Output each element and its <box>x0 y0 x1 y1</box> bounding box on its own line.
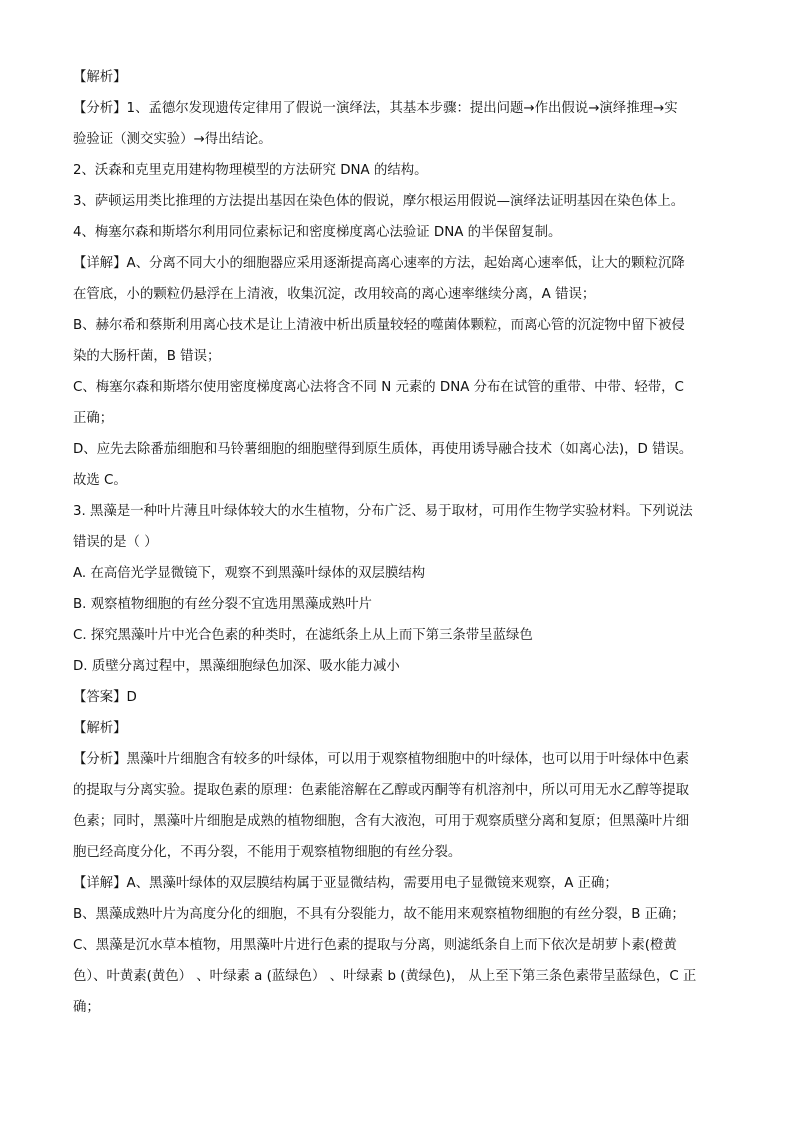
paragraph <box>73 186 733 217</box>
text-line: D. 质壁分离过程中，黑藻细胞绿色加深、吸水能力减小 <box>73 659 400 674</box>
text-line: B、黑藻成熟叶片为高度分化的细胞，不具有分裂能力，故不能用来观察植物细胞的有丝分裂，B 正确； <box>73 907 685 922</box>
text-line: 胞已经高度分化，不再分裂，不能用于观察植物细胞的有丝分裂。 <box>73 845 462 860</box>
paragraph <box>73 155 733 186</box>
paragraph <box>73 744 733 868</box>
text-line: D、应先去除番茄细胞和马铃薯细胞的细胞壁得到原生质体，再使用诱导融合技术（如离心法)，D 错误。 <box>73 442 693 457</box>
paragraph <box>73 899 733 930</box>
text-line: 4、梅塞尔森和斯塔尔利用同位素标记和密度梯度离心法验证 DNA 的半保留复制。 <box>73 225 562 240</box>
answer-line <box>73 682 733 713</box>
text-line: 在管底，小的颗粒仍悬浮在上清液，收集沉淀，改用较高的离心速率继续分离，A 错误； <box>73 287 596 302</box>
document-body <box>73 62 733 1023</box>
text-line: 错误的是（ ） <box>73 535 158 550</box>
answer-option <box>73 558 733 589</box>
text-line: 的提取与分离实验。提取色素的原理：色素能溶解在乙醇或丙酮等有机溶剂中，所以可用无水乙醇等提取 <box>73 783 689 798</box>
text-line: 【分析】1、孟德尔发现遗传定律用了假说一演绎法，其基本步骤：提出问题→作出假说→演绎推理→实 <box>73 101 678 116</box>
text-line: B、赫尔希和蔡斯利用离心技术是让上清液中析出质量较轻的噬菌体颗粒，而离心管的沉淀物中留下被侵 <box>73 318 685 333</box>
text-line: 【详解】A、分离不同大小的细胞器应采用逐渐提高离心速率的方法，起始离心速率低，让大的颗粒沉降 <box>73 256 685 271</box>
text-line: 【分析】黑藻叶片细胞含有较多的叶绿体，可以用于观察植物细胞中的叶绿体，也可以用于叶绿体中色素 <box>73 752 689 767</box>
paragraph <box>73 465 733 496</box>
paragraph <box>73 62 733 93</box>
question-text <box>73 496 733 558</box>
text-line: C、梅塞尔森和斯塔尔使用密度梯度离心法将含不同 N 元素的 DNA 分布在试管的重带、中带、轻带，C <box>73 380 684 395</box>
text-line: 【答案】D <box>73 690 137 705</box>
text-line: 正确； <box>73 411 114 426</box>
text-line: B. 观察植物细胞的有丝分裂不宜选用黑藻成熟叶片 <box>73 597 372 612</box>
text-line: 故选 C。 <box>73 473 127 488</box>
paragraph <box>73 93 733 155</box>
text-line: C. 探究黑藻叶片中光合色素的种类时，在滤纸条上从上而下第三条带呈蓝绿色 <box>73 628 533 643</box>
text-line: 3、萨顿运用类比推理的方法提出基因在染色体的假说，摩尔根运用假说—演绎法证明基因在染色体上。 <box>73 194 685 209</box>
text-line: 【详解】A、黑藻叶绿体的双层膜结构属于亚显微结构，需要用电子显微镜来观察，A 正确； <box>73 876 618 891</box>
paragraph <box>73 248 733 310</box>
text-line: 确； <box>73 1000 100 1015</box>
text-line: 2、沃森和克里克用建构物理模型的方法研究 DNA 的结构。 <box>73 163 428 178</box>
text-line: A. 在高倍光学显微镜下，观察不到黑藻叶绿体的双层膜结构 <box>73 566 426 581</box>
text-line: 【解析】 <box>73 721 127 736</box>
text-line: 验验证（测交实验）→得出结论。 <box>73 132 272 147</box>
paragraph <box>73 713 733 744</box>
answer-option <box>73 589 733 620</box>
text-line: 染的大肠杆菌，B 错误； <box>73 349 221 364</box>
text-line: 3. 黑藻是一种叶片薄且叶绿体较大的水生植物，分布广泛、易于取材，可用作生物学实验材料。下列说法 <box>73 504 693 519</box>
text-line: C、黑藻是沉水草本植物，用黑藻叶片进行色素的提取与分离，则滤纸条自上而下依次是胡萝卜素(橙黄 <box>73 938 677 953</box>
paragraph <box>73 372 733 434</box>
paragraph <box>73 930 733 1023</box>
answer-option <box>73 620 733 651</box>
text-line: 色素；同时，黑藻叶片细胞是成熟的植物细胞，含有大液泡，可用于观察质壁分离和复原；但黑藻叶片细 <box>73 814 689 829</box>
text-line: 【解析】 <box>73 70 127 85</box>
text-line: 色）、叶黄素(黄色） 、叶绿素 a (蓝绿色） 、叶绿素 b (黄绿色)， 从上至下第三条色素带呈蓝绿色，C 正 <box>73 969 697 984</box>
paragraph <box>73 217 733 248</box>
paragraph <box>73 868 733 899</box>
paragraph <box>73 310 733 372</box>
paragraph <box>73 434 733 465</box>
answer-option <box>73 651 733 682</box>
